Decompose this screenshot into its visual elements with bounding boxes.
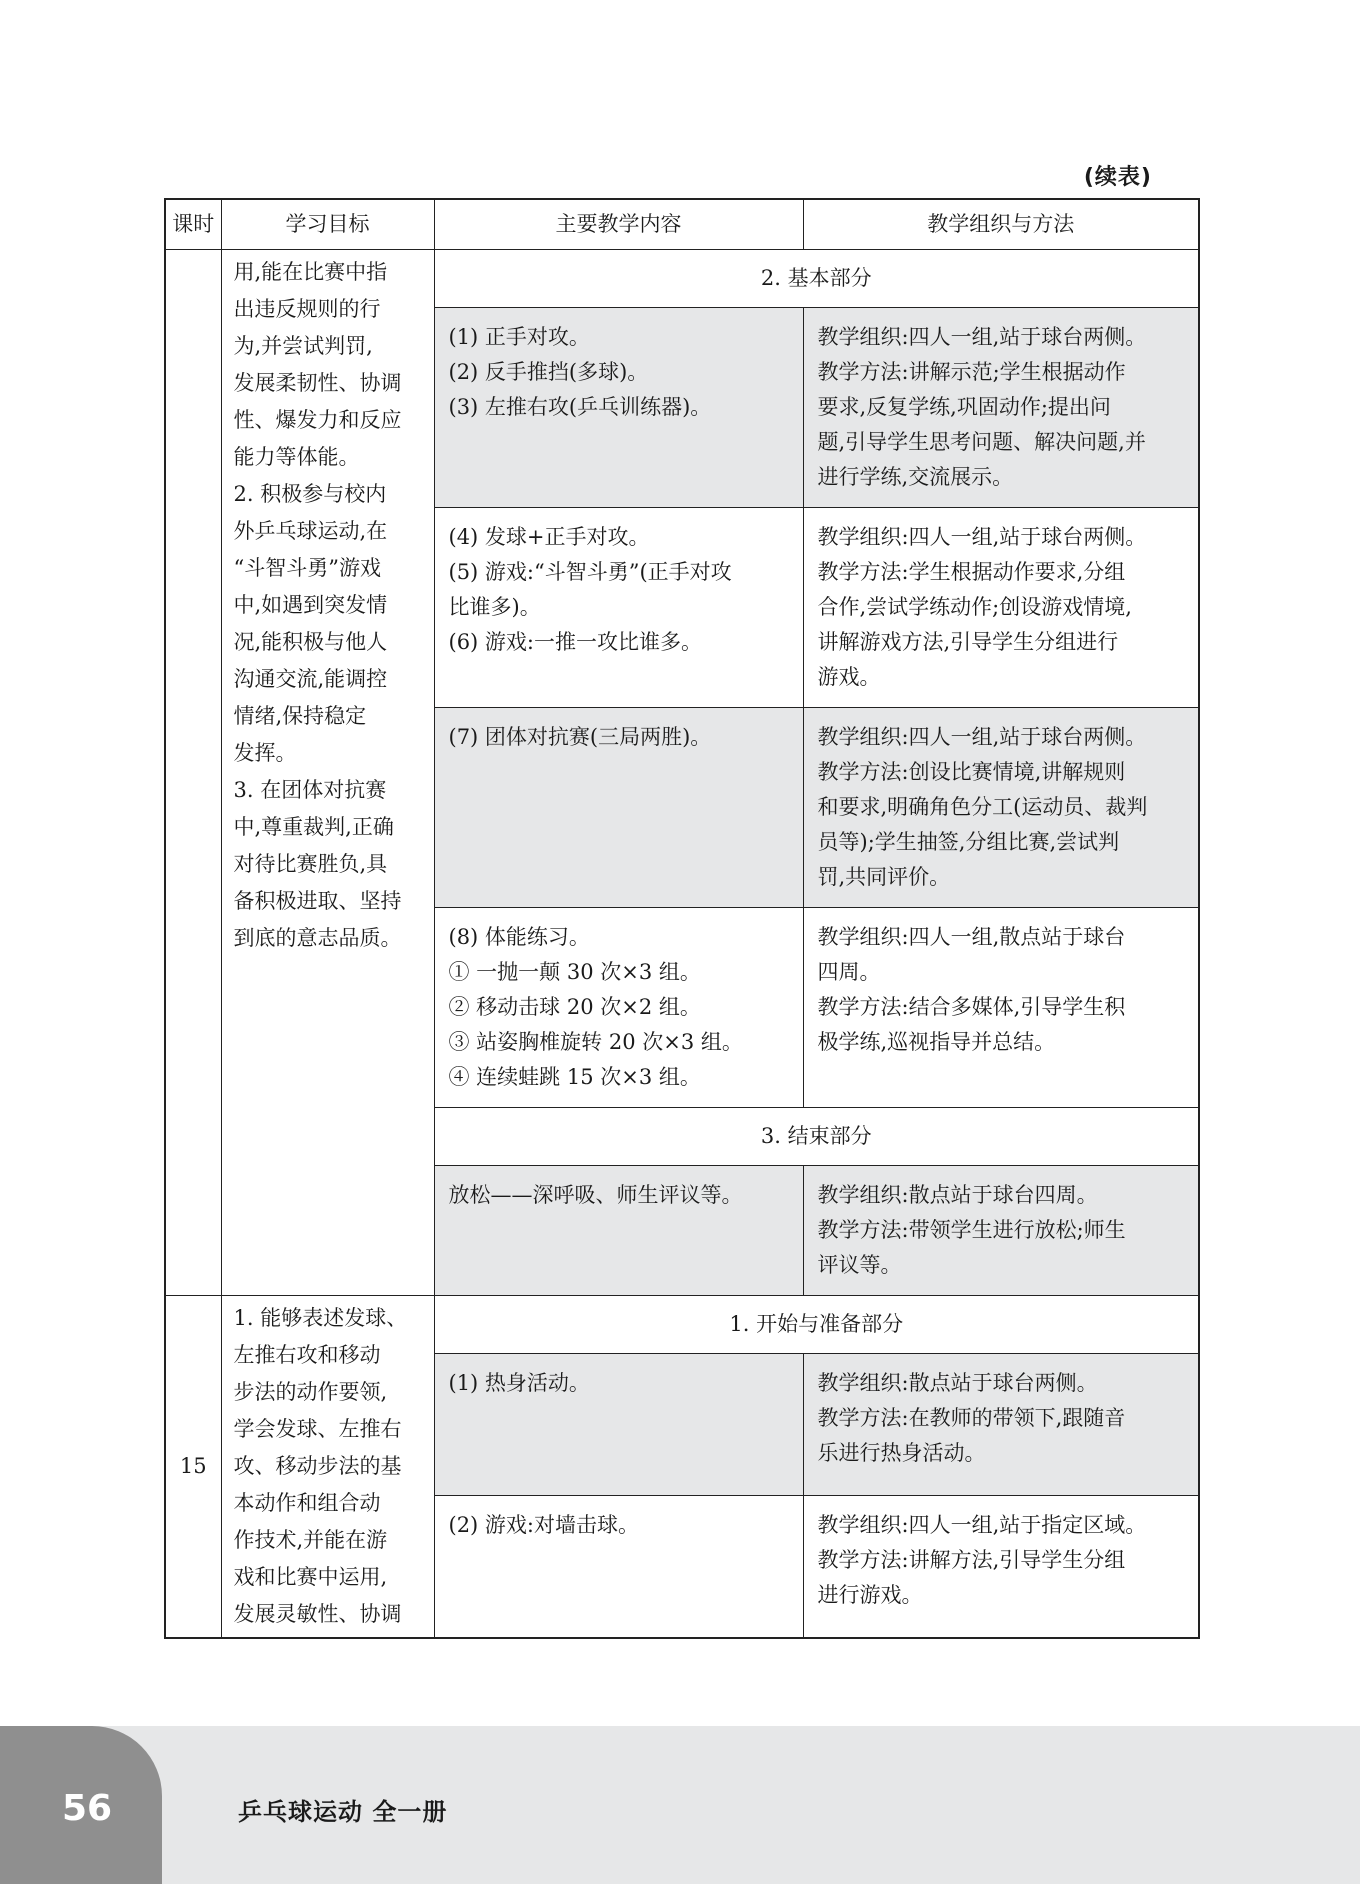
text-line: 3. 在团体对抗赛 (233, 778, 387, 802)
text-line: 能力等体能。 (233, 445, 360, 469)
text-line: (6) 游戏:一推一攻比谁多。 (448, 630, 702, 654)
text-line: 步法的动作要领, (233, 1380, 388, 1404)
text-line: 题,引导学生思考问题、解决问题,并 (817, 430, 1146, 454)
text-line: 中,如遇到突发情 (233, 593, 388, 617)
text-line: 教学组织:四人一组,站于球台两侧。 (817, 325, 1147, 349)
text-line: 教学方法:在教师的带领下,跟随音 (817, 1406, 1126, 1430)
text-line: 教学组织:四人一组,站于球台两侧。 (817, 525, 1147, 549)
text-line: (5) 游戏:“斗智斗勇”(正手对攻 (448, 560, 732, 584)
method-cell (803, 308, 1199, 508)
text-line: 为,并尝试判罚, (233, 334, 373, 358)
text-line: 进行游戏。 (817, 1582, 923, 1607)
text-line: 罚,共同评价。 (817, 865, 951, 889)
section-heading-end: 3. 结束部分 (434, 1108, 1199, 1166)
continued-label: (续表) (1083, 165, 1152, 190)
section-row-basic (165, 250, 1199, 308)
text-line: 发展灵敏性、协调 (233, 1602, 402, 1626)
text-line: 教学方法:讲解方法,引导学生分组 (817, 1547, 1126, 1572)
text-line: ④ 连续蛙跳 15 次×3 组。 (448, 1065, 701, 1089)
text-line: ③ 站姿胸椎旋转 20 次×3 组。 (448, 1030, 743, 1054)
lesson-plan-table (164, 198, 1200, 1639)
text-line: 合作,尝试学练动作;创设游戏情境, (817, 595, 1132, 619)
text-line: 情绪,保持稳定 (233, 704, 367, 728)
method-cell (803, 1495, 1199, 1638)
page-number: 56 (62, 1788, 113, 1829)
lesson-number-cell: 15 (165, 1296, 221, 1639)
text-line: ① 一抛一颠 30 次×3 组。 (448, 960, 701, 984)
text-line: 极学练,巡视指导并总结。 (817, 1030, 1056, 1054)
text-line: 发展柔韧性、协调 (233, 371, 402, 395)
lesson-number-cell (165, 250, 221, 1296)
text-line: 教学方法:学生根据动作要求,分组 (817, 560, 1126, 584)
content-cell (434, 508, 803, 708)
content-cell (434, 1166, 803, 1296)
text-line: 讲解游戏方法,引导学生分组进行 (817, 630, 1119, 654)
section-heading-start: 1. 开始与准备部分 (434, 1296, 1199, 1354)
text-line: 戏和比赛中运用, (233, 1565, 388, 1589)
text-line: “斗智斗勇”游戏 (233, 556, 381, 580)
text-line: 放松——深呼吸、师生评议等。 (448, 1183, 743, 1207)
text-line: 教学组织:四人一组,站于指定区域。 (817, 1512, 1147, 1537)
text-line: (1) 正手对攻。 (448, 325, 590, 349)
content-cell (434, 908, 803, 1108)
header-method: 教学组织与方法 (803, 199, 1199, 250)
text-line: 攻、移动步法的基 (233, 1454, 402, 1478)
text-line: 游戏。 (817, 665, 881, 689)
text-line: 四周。 (817, 960, 881, 984)
text-line: 学会发球、左推右 (233, 1417, 402, 1441)
learning-goals-cell (221, 250, 434, 1296)
text-line: 1. 能够表述发球、 (233, 1306, 408, 1330)
method-cell (803, 1166, 1199, 1296)
text-line: 乐进行热身活动。 (817, 1441, 986, 1465)
text-line: 教学方法:带领学生进行放松;师生 (817, 1218, 1126, 1242)
text-line: 评议等。 (817, 1253, 902, 1277)
text-line: 外乒乓球运动,在 (233, 519, 388, 543)
text-line: 左推右攻和移动 (233, 1343, 381, 1367)
footer-bar (0, 1726, 1360, 1884)
text-line: 中,尊重裁判,正确 (233, 815, 394, 839)
text-line: 教学方法:讲解示范;学生根据动作 (817, 360, 1126, 384)
text-line: 到底的意志品质。 (233, 926, 402, 950)
text-line: 出违反规则的行 (233, 297, 381, 321)
text-line: (8) 体能练习。 (448, 925, 590, 949)
text-line: ② 移动击球 20 次×2 组。 (448, 995, 701, 1019)
text-line: 教学组织:散点站于球台两侧。 (817, 1371, 1098, 1395)
text-line: 作技术,并能在游 (233, 1528, 388, 1552)
header-goals: 学习目标 (221, 199, 434, 250)
text-line: 2. 积极参与校内 (233, 482, 387, 506)
text-line: (2) 游戏:对墙击球。 (448, 1512, 639, 1537)
content-cell (434, 308, 803, 508)
text-line: 对待比赛胜负,具 (233, 852, 388, 876)
section-row-start (165, 1296, 1199, 1354)
text-line: 要求,反复学练,巩固动作;提出问 (817, 395, 1111, 419)
text-line: 性、爆发力和反应 (233, 408, 402, 432)
text-line: 员等);学生抽签,分组比赛,尝试判 (817, 830, 1120, 854)
content-cell (434, 1495, 803, 1638)
content-cell (434, 1354, 803, 1496)
method-cell (803, 708, 1199, 908)
method-cell (803, 908, 1199, 1108)
content-cell (434, 708, 803, 908)
text-line: 比谁多)。 (448, 595, 541, 619)
text-line: 教学组织:四人一组,站于球台两侧。 (817, 725, 1147, 749)
text-line: (4) 发球+正手对攻。 (448, 525, 650, 549)
header-lesson: 课时 (165, 199, 221, 250)
table-header-row (165, 199, 1199, 250)
text-line: 进行学练,交流展示。 (817, 465, 1014, 489)
text-line: (1) 热身活动。 (448, 1371, 590, 1395)
method-cell (803, 508, 1199, 708)
text-line: 教学组织:散点站于球台四周。 (817, 1183, 1098, 1207)
section-heading-basic: 2. 基本部分 (434, 250, 1199, 308)
text-line: 况,能积极与他人 (233, 630, 388, 654)
text-line: 备积极进取、坚持 (233, 889, 402, 913)
text-line: 本动作和组合动 (233, 1491, 381, 1515)
text-line: 用,能在比赛中指 (233, 260, 388, 284)
header-content: 主要教学内容 (434, 199, 803, 250)
text-line: 教学方法:创设比赛情境,讲解规则 (817, 760, 1126, 784)
text-line: (7) 团体对抗赛(三局两胜)。 (448, 725, 712, 749)
book-title: 乒乓球运动 全一册 (238, 1798, 448, 1826)
text-line: (2) 反手推挡(多球)。 (448, 360, 649, 384)
method-cell (803, 1354, 1199, 1496)
text-line: (3) 左推右攻(乒乓训练器)。 (448, 395, 712, 419)
text-line: 沟通交流,能调控 (233, 667, 388, 691)
text-line: 教学组织:四人一组,散点站于球台 (817, 925, 1126, 949)
text-line: 和要求,明确角色分工(运动员、裁判 (817, 795, 1148, 819)
text-line: 教学方法:结合多媒体,引导学生积 (817, 995, 1126, 1019)
learning-goals-cell (221, 1296, 434, 1639)
text-line: 发挥。 (233, 741, 297, 765)
